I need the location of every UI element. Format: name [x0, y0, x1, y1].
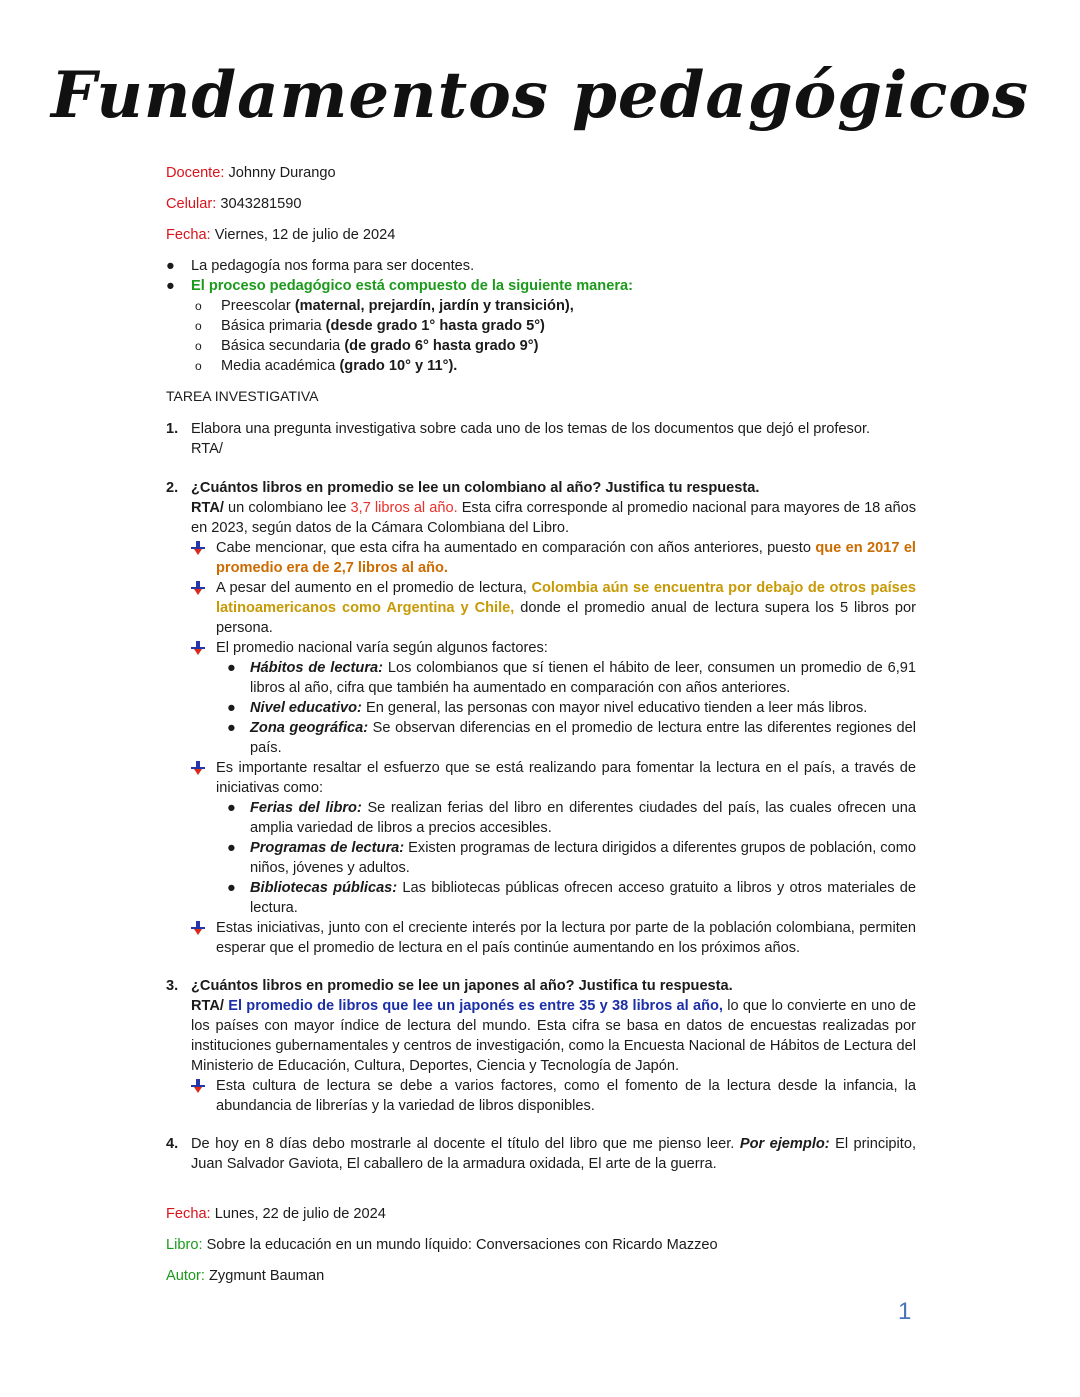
question-2: 2. ¿Cuántos libros en promedio se lee un colombiano al año? Justifica tu respuesta. RTA/ un colombiano lee 3,7 libros al año. Esta cifra corresponde al promedio nacional para mayores de 18 años en 2023, según datos de la Cámara Colombiana del Libro. Cabe mencionar, que esta cifra ha aumentado en comparación con años anteriores, puesto que en 2017 el promedio era de 2,7 libros al año. A pesar del aumento en el promedio de lectura, Colombia aún se encuentra por debajo de otros países latinoamericanos como Argentina y Chile, donde el promedio anual de lectura supera los 5 libros por persona. El promedio nacional varía según algunos factores: ● Hábitos de lectura: Los colombianos que sí tienen el hábito de leer, consumen un promedio de 6,91 libros al año, cifra que también ha aumentado en comparación con años anteriores. ● Nivel educativo: En general, las personas con mayor nivel educativo tienden a leer más libros. ● Zona geográfica: Se observan diferencias en el promedio de lectura entre las diferentes regiones del país. Es importante resaltar el esfuerzo que se está realizando para fomentar la lectura en el país, a través de iniciativas como: ● Ferias del libro: Se realizan ferias del libro en diferentes ciudades del país, las cuales ofrecen una amplia variedad de libros a precios accesibles. ● Programas de lectura: Existen programas de lectura dirigidos a diferentes grupos de población, como niños, jóvenes y adultos. ● Bibliotecas públicas: Las bibliotecas públicas ofrecen acceso gratuito a libros y otros materiales de lectura. Estas iniciativas, junto con el creciente interés por la lectura por parte de la población colombiana, permiten esperar que el promedio de lectura en el país continúe aumentando en los próximos años.	[166, 480, 917, 956]
list-item: ● Bibliotecas públicas: Las bibliotecas públicas ofrecen acceso gratuito a libros y otros materiales de lectura.	[227, 880, 916, 916]
list-item: ● La pedagogía nos forma para ser docentes.	[166, 258, 475, 274]
arrow-bullet-icon	[191, 541, 205, 555]
list-item: o Preescolar (maternal, prejardín, jardín y transición),	[195, 298, 574, 314]
list-item: ● Hábitos de lectura: Los colombianos que sí tienen el hábito de leer, consumen un promedio de 6,91 libros al año, cifra que también ha aumentado en comparación con años anteriores.	[227, 660, 917, 696]
footer-libro-line	[166, 1237, 718, 1253]
docente-value: Johnny Durango	[228, 165, 336, 181]
footer-libro-value: Sobre la educación en un mundo líquido: Conversaciones con Ricardo Mazzeo	[206, 1237, 718, 1253]
footer-autor-label: Autor:	[166, 1268, 205, 1284]
arrow-bullet-icon	[191, 761, 205, 775]
footer-fecha-line	[166, 1206, 386, 1222]
arrow-bullet-icon	[191, 1079, 205, 1093]
arrow-bullet-icon	[191, 921, 205, 935]
list-item: ● Programas de lectura: Existen programas de lectura dirigidos a diferentes grupos de población, como niños, jóvenes y adultos.	[227, 840, 916, 876]
page-number: 1	[898, 1298, 912, 1325]
page-title: Fundamentos pedagógicos	[51, 58, 1029, 133]
list-item: Estas iniciativas, junto con el creciente interés por la lectura por parte de la población colombiana, permiten esperar que el promedio de lectura en el país continúe aumentando en los próximos años.	[166, 918, 916, 958]
footer-autor-line	[166, 1268, 324, 1284]
question-1: 1. Elabora una pregunta investigativa sobre cada uno de los temas de los documentos que dejó el profesor. RTA/	[166, 421, 871, 457]
arrow-bullet-icon	[191, 641, 205, 655]
docente-line	[166, 165, 336, 181]
list-item: Es importante resaltar el esfuerzo que se está realizando para fomentar la lectura en el país, a través de iniciativas como:	[166, 758, 916, 798]
question-3: 3. ¿Cuántos libros en promedio se lee un japones al año? Justifica tu respuesta. RTA/ El promedio de libros que lee un japonés es entre 35 y 38 libros al año, lo que lo convierte en uno de los países con mayor índice de lectura del mundo. Esta cifra se basa en datos de encuestas realizadas por instituciones gubernamentales y centros de investigación, como la Encuesta Nacional de Hábitos de Lectura del Ministerio de Educación, Cultura, Deportes, Ciencia y Tecnología de Japón. Esta cultura de lectura se debe a varios factores, como el fomento de la lectura desde la infancia, la abundancia de librerías y la variedad de libros disponibles.	[166, 978, 916, 1114]
celular-label: Celular:	[166, 196, 217, 212]
footer-autor-value: Zygmunt Bauman	[209, 1268, 325, 1284]
footer-fecha-label: Fecha:	[166, 1206, 211, 1222]
docente-label: Docente:	[166, 165, 225, 181]
list-item: o Básica primaria (desde grado 1° hasta grado 5°)	[195, 318, 545, 334]
list-item: ● Ferias del libro: Se realizan ferias del libro en diferentes ciudades del país, las cuales ofrecen una amplia variedad de libros a precios accesibles.	[227, 800, 916, 836]
list-item: ● Zona geográfica: Se observan diferencias en el promedio de lectura entre las diferentes regiones del país.	[227, 720, 917, 756]
list-item: Cabe mencionar, que esta cifra ha aumentado en comparación con años anteriores, puesto que en 2017 el promedio era de 2,7 libros al año.	[166, 538, 916, 578]
list-item: o Básica secundaria (de grado 6° hasta grado 9°)	[195, 338, 539, 354]
celular-value: 3043281590	[220, 196, 302, 212]
intro-list	[166, 256, 926, 376]
list-item: Esta cultura de lectura se debe a varios factores, como el fomento de la lectura desde la infancia, la abundancia de librerías y la variedad de libros disponibles.	[166, 1076, 916, 1116]
list-item: ● El proceso pedagógico está compuesto de la siguiente manera:	[166, 278, 633, 294]
fecha-line	[166, 227, 395, 243]
list-item: o Media académica (grado 10° y 11°).	[195, 358, 458, 374]
fecha-value: Viernes, 12 de julio de 2024	[214, 227, 396, 243]
task-heading: TAREA INVESTIGATIVA	[166, 388, 319, 404]
list-item: El promedio nacional varía según algunos factores:	[166, 638, 916, 658]
arrow-bullet-icon	[191, 581, 205, 595]
question-4: 4. De hoy en 8 días debo mostrarle al docente el título del libro que me pienso leer. Por ejemplo: El principito, Juan Salvador Gaviota, El caballero de la armadura oxidada, El arte de la guerra.	[166, 1136, 917, 1172]
list-item: ● Nivel educativo: En general, las personas con mayor nivel educativo tienden a leer más libros.	[227, 700, 868, 716]
footer-libro-label: Libro:	[166, 1237, 203, 1253]
list-item: A pesar del aumento en el promedio de lectura, Colombia aún se encuentra por debajo de otros países latinoamericanos como Argentina y Chile, donde el promedio anual de lectura supera los 5 libros por persona.	[166, 578, 916, 638]
footer-fecha-value: Lunes, 22 de julio de 2024	[214, 1206, 386, 1222]
fecha-label: Fecha:	[166, 227, 211, 243]
celular-line	[166, 196, 302, 212]
